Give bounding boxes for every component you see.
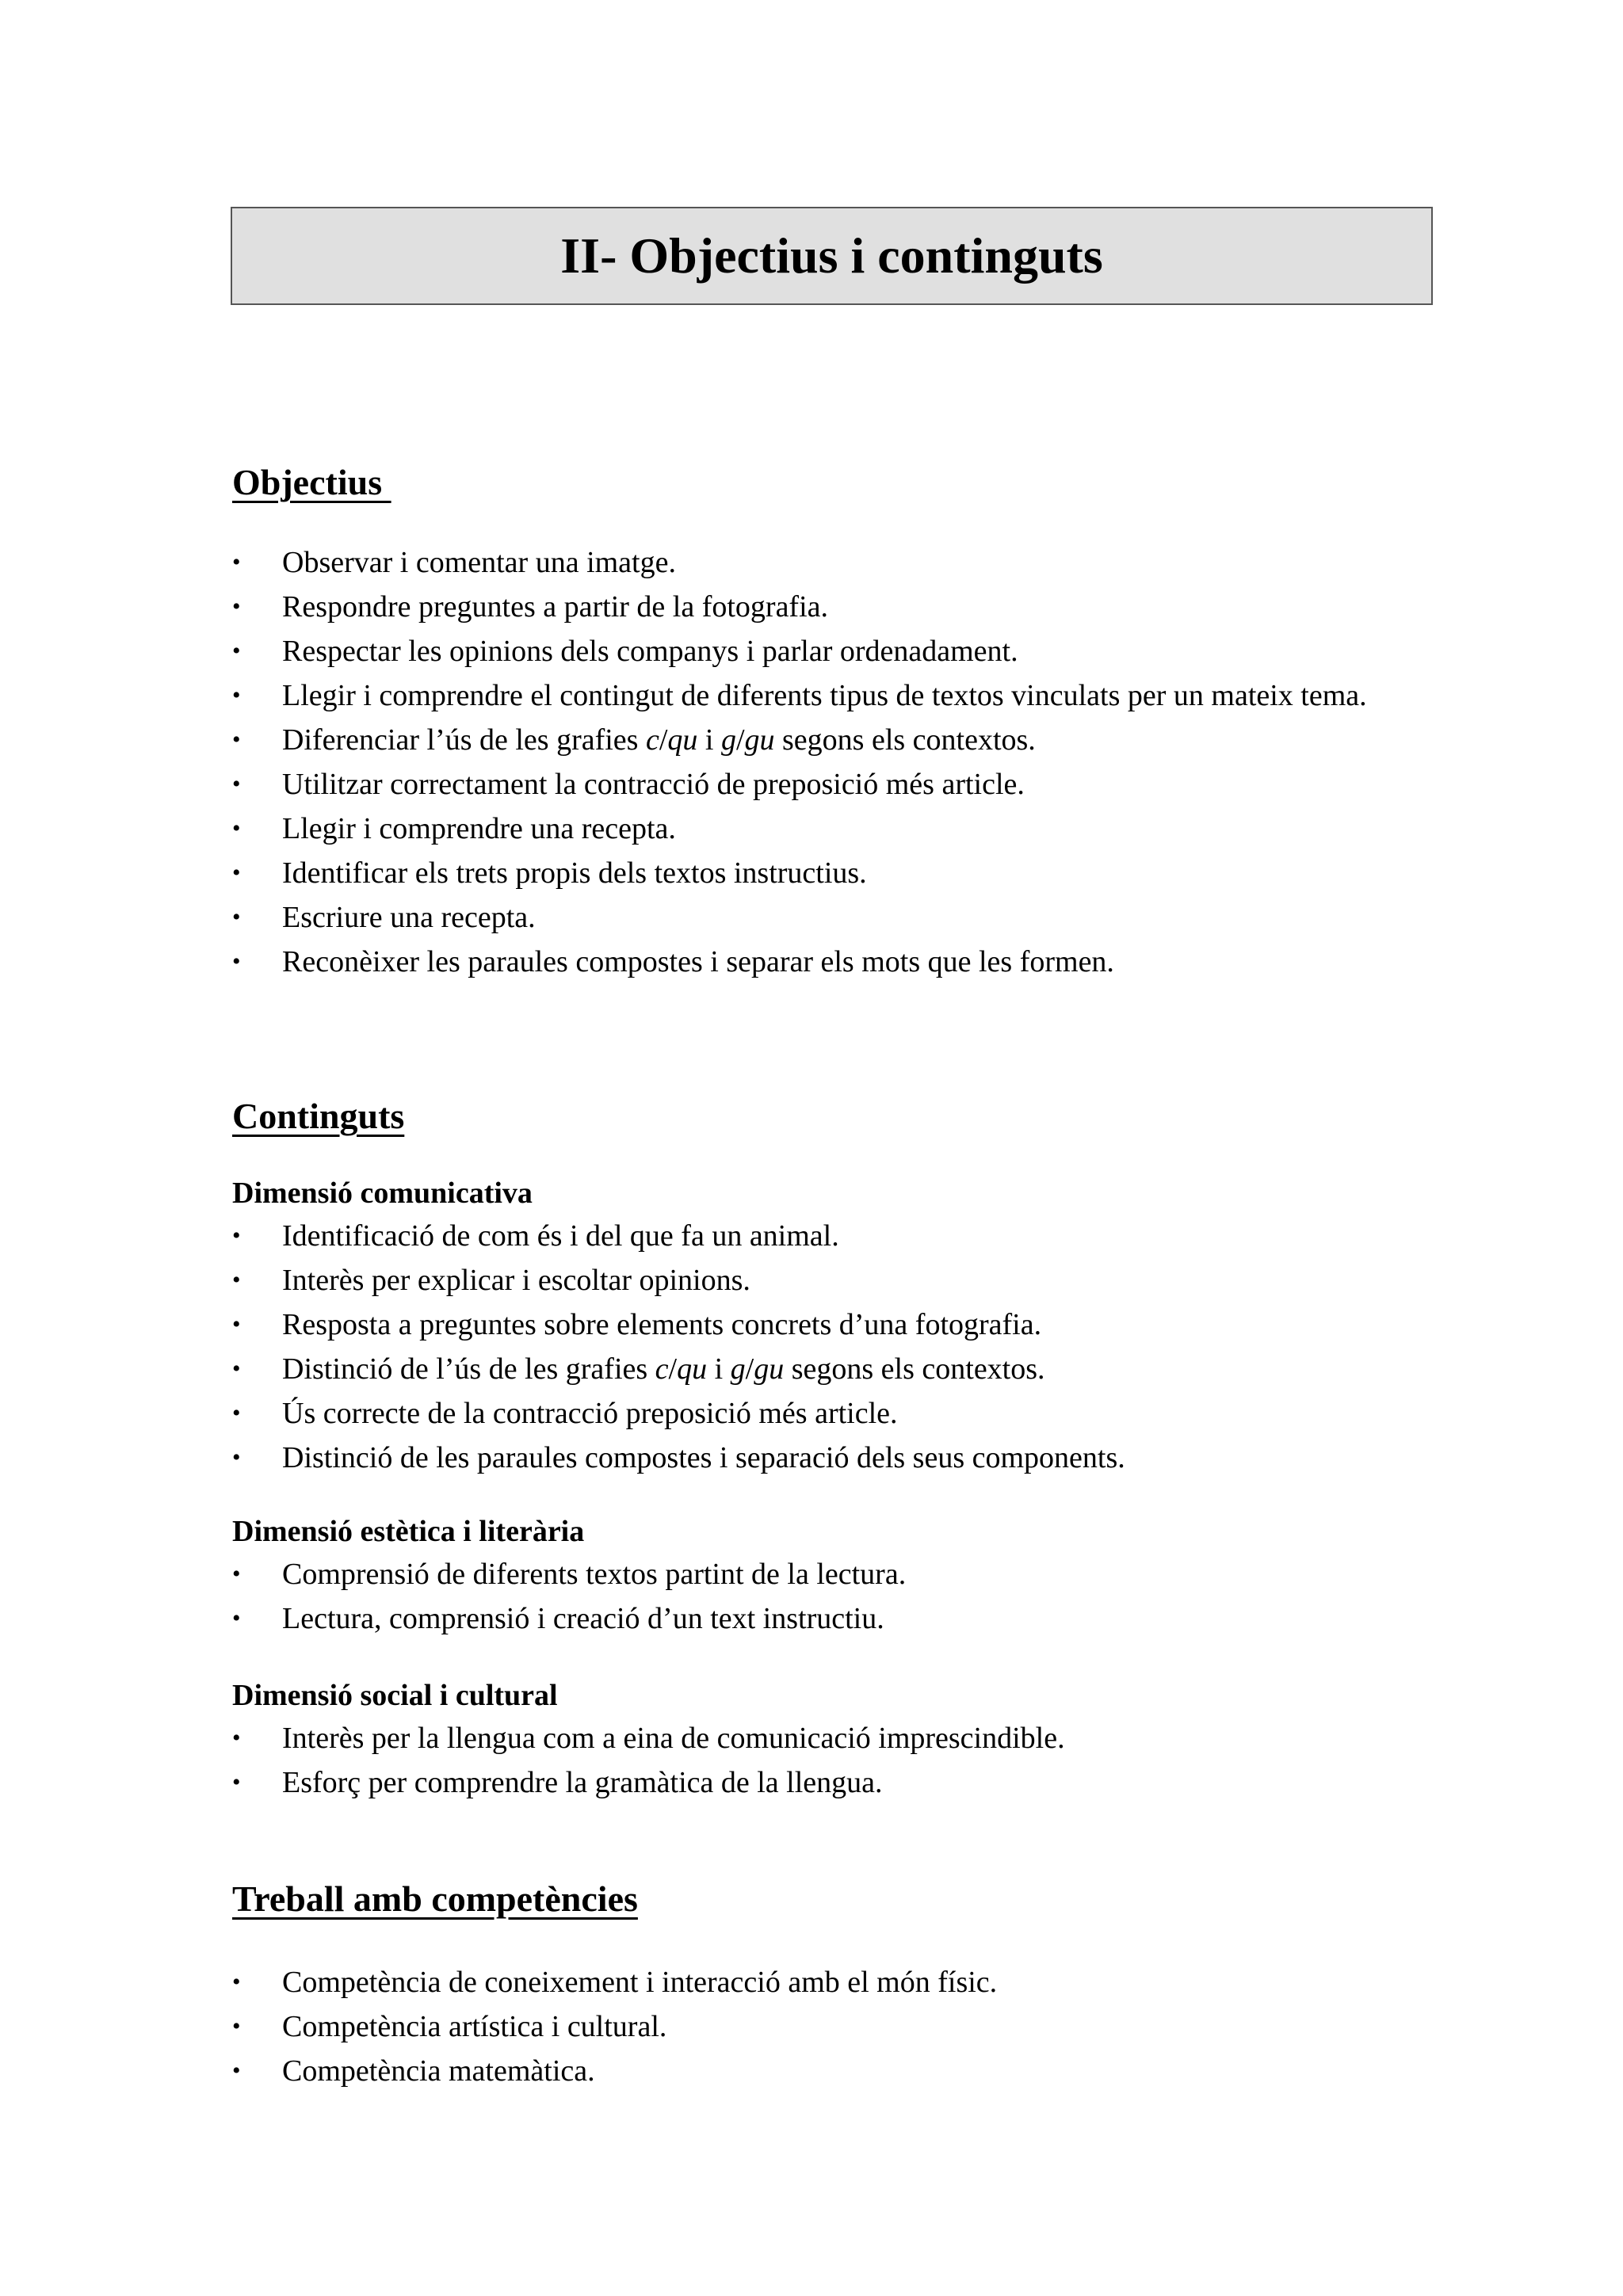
italic-grapheme: qu xyxy=(667,723,698,757)
text-run: Llegir i comprendre una recepta. xyxy=(282,812,676,845)
text-run: i xyxy=(697,723,721,757)
list-item xyxy=(232,1258,1421,1302)
list-item xyxy=(232,2004,1421,2049)
list-dimensio-comunicativa xyxy=(232,1214,1421,1480)
bullet-icon: • xyxy=(232,549,241,575)
list-item-text xyxy=(282,1558,906,1591)
text-run: Reconèixer les paraules compostes i separar els mots que les formen. xyxy=(282,945,1114,978)
list-objectius xyxy=(232,540,1421,984)
heading-objectius: Objectius xyxy=(232,462,391,502)
text-run: Distinció de l’ús de les grafies xyxy=(282,1352,655,1386)
text-run: Diferenciar l’ús de les grafies xyxy=(282,723,646,757)
bullet-icon: • xyxy=(232,1561,241,1587)
list-item xyxy=(232,762,1421,807)
text-run: / xyxy=(668,1352,678,1386)
bullet-icon: • xyxy=(232,1267,241,1293)
list-item xyxy=(232,1960,1421,2004)
italic-grapheme: gu xyxy=(754,1352,785,1386)
list-item-text xyxy=(282,2010,666,2043)
text-run: segons els contextos. xyxy=(784,1352,1045,1386)
bullet-icon: • xyxy=(232,2013,241,2039)
text-run: Distinció de les paraules compostes i separació dels seus components. xyxy=(282,1441,1125,1474)
text-run: Competència matemàtica. xyxy=(282,2054,595,2088)
italic-grapheme: gu xyxy=(744,723,775,757)
list-item-text xyxy=(282,901,536,934)
list-item xyxy=(232,629,1421,673)
text-run: Identificar els trets propis dels textos instructius. xyxy=(282,856,867,890)
bullet-icon: • xyxy=(232,860,241,886)
text-run: Esforç per comprendre la gramàtica de la llengua. xyxy=(282,1766,883,1799)
list-item xyxy=(232,1596,1421,1641)
italic-grapheme: g xyxy=(720,723,736,757)
text-run: Observar i comentar una imatge. xyxy=(282,546,676,579)
list-item-text xyxy=(282,812,676,845)
list-item-text xyxy=(282,635,1018,668)
list-item-text xyxy=(282,1722,1065,1755)
list-item-text xyxy=(282,856,867,890)
list-item xyxy=(232,540,1421,585)
text-run: / xyxy=(745,1352,754,1386)
text-run: Respectar les opinions dels companys i parlar ordenadament. xyxy=(282,635,1018,668)
list-item-text xyxy=(282,1264,750,1297)
italic-grapheme: qu xyxy=(677,1352,708,1386)
list-item-text xyxy=(282,1966,997,1999)
bullet-icon: • xyxy=(232,948,241,974)
list-item-text xyxy=(282,546,676,579)
italic-grapheme: c xyxy=(655,1352,669,1386)
text-run: Lectura, comprensió i creació d’un text instructiu. xyxy=(282,1602,884,1635)
text-run: Interès per la llengua com a eina de comunicació imprescindible. xyxy=(282,1722,1065,1755)
text-run: i xyxy=(707,1352,731,1386)
list-item xyxy=(232,851,1421,895)
list-item xyxy=(232,1214,1421,1258)
bullet-icon: • xyxy=(232,815,241,841)
list-item xyxy=(232,673,1421,718)
text-run: Identificació de com és i del que fa un animal. xyxy=(282,1219,839,1253)
text-run: Escriure una recepta. xyxy=(282,901,536,934)
list-item-text xyxy=(282,679,1367,712)
list-item xyxy=(232,1436,1421,1480)
bullet-icon: • xyxy=(232,904,241,930)
list-item xyxy=(232,585,1421,629)
heading-dimensio-comunicativa: Dimensió comunicativa xyxy=(232,1177,533,1210)
list-item xyxy=(232,2049,1421,2093)
list-item xyxy=(232,895,1421,940)
bullet-icon: • xyxy=(232,1769,241,1795)
list-item-text xyxy=(282,1766,883,1799)
text-run: / xyxy=(659,723,668,757)
text-run: Ús correcte de la contracció preposició més article. xyxy=(282,1397,898,1430)
bullet-icon: • xyxy=(232,2058,241,2084)
title-box xyxy=(231,207,1433,305)
italic-grapheme: c xyxy=(645,723,659,757)
heading-dimensio-social: Dimensió social i cultural xyxy=(232,1679,558,1712)
text-run: segons els contextos. xyxy=(774,723,1036,757)
bullet-icon: • xyxy=(232,1444,241,1470)
text-run: Resposta a preguntes sobre elements concrets d’una fotografia. xyxy=(282,1308,1042,1341)
list-competencies xyxy=(232,1960,1421,2093)
list-item-text xyxy=(282,723,1036,757)
list-item-text xyxy=(282,2054,595,2088)
bullet-icon: • xyxy=(232,1605,241,1631)
list-item xyxy=(232,1347,1421,1391)
heading-dimensio-estetica: Dimensió estètica i literària xyxy=(232,1515,585,1548)
list-item xyxy=(232,807,1421,851)
list-item-text xyxy=(282,1397,898,1430)
list-item-text xyxy=(282,768,1025,801)
italic-grapheme: g xyxy=(730,1352,746,1386)
text-run: Llegir i comprendre el contingut de diferents tipus de textos vinculats per un mateix tema. xyxy=(282,679,1367,712)
list-item xyxy=(232,940,1421,984)
list-item xyxy=(232,718,1421,762)
list-item xyxy=(232,1716,1421,1760)
list-item-text xyxy=(282,1219,839,1253)
text-run: Competència de coneixement i interacció amb el món físic. xyxy=(282,1966,998,1999)
bullet-icon: • xyxy=(232,727,241,753)
text-run: Respondre preguntes a partir de la fotografia. xyxy=(282,590,829,624)
list-item xyxy=(232,1391,1421,1436)
list-item-text xyxy=(282,1308,1041,1341)
bullet-icon: • xyxy=(232,1222,241,1249)
text-run: / xyxy=(735,723,745,757)
list-item xyxy=(232,1552,1421,1596)
bullet-icon: • xyxy=(232,1400,241,1426)
bullet-icon: • xyxy=(232,1311,241,1337)
list-item xyxy=(232,1760,1421,1805)
list-item xyxy=(232,1302,1421,1347)
list-item-text xyxy=(282,1602,884,1635)
list-item-text xyxy=(282,590,828,624)
bullet-icon: • xyxy=(232,1969,241,1995)
list-item-text xyxy=(282,1441,1125,1474)
text-run: Interès per explicar i escoltar opinions. xyxy=(282,1264,750,1297)
list-dimensio-social xyxy=(232,1716,1421,1805)
page-title: II- Objectius i continguts xyxy=(560,227,1103,284)
bullet-icon: • xyxy=(232,593,241,620)
text-run: Competència artística i cultural. xyxy=(282,2010,667,2043)
list-item-text xyxy=(282,1352,1045,1386)
heading-competencies: Treball amb competències xyxy=(232,1878,638,1919)
bullet-icon: • xyxy=(232,771,241,797)
list-item-text xyxy=(282,945,1114,978)
list-dimensio-estetica xyxy=(232,1552,1421,1641)
bullet-icon: • xyxy=(232,1356,241,1382)
heading-continguts: Continguts xyxy=(232,1096,405,1136)
bullet-icon: • xyxy=(232,1725,241,1751)
text-run: Comprensió de diferents textos partint de la lectura. xyxy=(282,1558,907,1591)
bullet-icon: • xyxy=(232,638,241,664)
bullet-icon: • xyxy=(232,682,241,708)
text-run: Utilitzar correctament la contracció de preposició més article. xyxy=(282,768,1025,801)
